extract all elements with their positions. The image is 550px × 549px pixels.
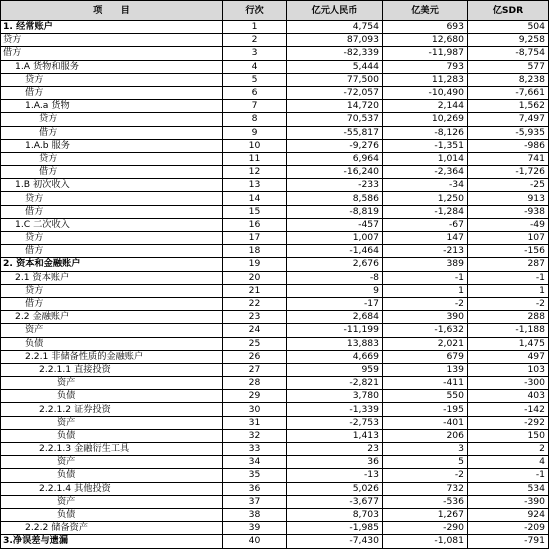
cell-usd: -411: [383, 377, 468, 390]
row-label: 2.2.1.4 其他投资: [1, 482, 223, 495]
cell-sdr: 913: [468, 192, 549, 205]
cell-cny: 3,780: [287, 390, 383, 403]
cell-usd: 3: [383, 443, 468, 456]
cell-sdr: 287: [468, 258, 549, 271]
cell-sdr: -5,935: [468, 126, 549, 139]
cell-sdr: -1,726: [468, 166, 549, 179]
cell-usd: -2: [383, 469, 468, 482]
cell-sdr: -292: [468, 416, 549, 429]
table-body: [1, 21, 549, 549]
row-label: 贷方: [1, 192, 223, 205]
cell-sdr: 1,475: [468, 337, 549, 350]
cell-cny: 87,093: [287, 34, 383, 47]
header-cny: 亿元人民币: [287, 1, 383, 21]
cell-cny: -8: [287, 271, 383, 284]
cell-cny: 6,964: [287, 152, 383, 165]
cell-sdr: -7,661: [468, 86, 549, 99]
row-label: 资产: [1, 377, 223, 390]
row-label: 3.净误差与遗漏: [1, 535, 223, 548]
row-label: 1.A.a 货物: [1, 100, 223, 113]
cell-sdr: -300: [468, 377, 549, 390]
cell-cny: -9,276: [287, 139, 383, 152]
row-line-no: 29: [223, 390, 287, 403]
cell-cny: -1,339: [287, 403, 383, 416]
cell-cny: -2,821: [287, 377, 383, 390]
cell-sdr: 497: [468, 350, 549, 363]
row-label: 贷方: [1, 232, 223, 245]
cell-cny: 23: [287, 443, 383, 456]
row-label: 借方: [1, 126, 223, 139]
cell-cny: -82,339: [287, 47, 383, 60]
cell-cny: 1,007: [287, 232, 383, 245]
cell-usd: -2: [383, 297, 468, 310]
cell-cny: 5,444: [287, 60, 383, 73]
row-line-no: 20: [223, 271, 287, 284]
cell-usd: -67: [383, 218, 468, 231]
cell-usd: -213: [383, 245, 468, 258]
cell-cny: 5,026: [287, 482, 383, 495]
table-row: [1, 245, 549, 258]
cell-usd: 10,269: [383, 113, 468, 126]
cell-sdr: -8,754: [468, 47, 549, 60]
row-label: 借方: [1, 86, 223, 99]
row-label: 借方: [1, 245, 223, 258]
cell-cny: -1,985: [287, 522, 383, 535]
table-row: [1, 232, 549, 245]
row-line-no: 13: [223, 179, 287, 192]
row-line-no: 17: [223, 232, 287, 245]
row-label: 借方: [1, 297, 223, 310]
table-row: [1, 443, 549, 456]
cell-usd: 1,267: [383, 508, 468, 521]
row-line-no: 40: [223, 535, 287, 548]
row-line-no: 26: [223, 350, 287, 363]
row-label: 贷方: [1, 284, 223, 297]
row-label: 2.2.1.2 证券投资: [1, 403, 223, 416]
row-label: 1.C 二次收入: [1, 218, 223, 231]
row-line-no: 6: [223, 86, 287, 99]
row-line-no: 24: [223, 324, 287, 337]
cell-usd: 389: [383, 258, 468, 271]
row-line-no: 35: [223, 469, 287, 482]
table-row: [1, 390, 549, 403]
row-label: 贷方: [1, 34, 223, 47]
table-row: [1, 429, 549, 442]
cell-usd: -1,081: [383, 535, 468, 548]
table-row: [1, 192, 549, 205]
cell-sdr: -49: [468, 218, 549, 231]
row-label: 借方: [1, 166, 223, 179]
cell-sdr: -2: [468, 297, 549, 310]
row-label: 2.2 金融账户: [1, 311, 223, 324]
row-line-no: 8: [223, 113, 287, 126]
cell-cny: 8,586: [287, 192, 383, 205]
row-line-no: 11: [223, 152, 287, 165]
cell-cny: -13: [287, 469, 383, 482]
row-line-no: 3: [223, 47, 287, 60]
cell-usd: 2,144: [383, 100, 468, 113]
row-label: 2.2.1.3 金融衍生工具: [1, 443, 223, 456]
table-row: [1, 139, 549, 152]
row-line-no: 33: [223, 443, 287, 456]
row-label: 2.2.1.1 直接投资: [1, 363, 223, 376]
table-row: [1, 166, 549, 179]
cell-cny: 9: [287, 284, 383, 297]
table-row: [1, 522, 549, 535]
table-row: [1, 456, 549, 469]
cell-usd: -1,632: [383, 324, 468, 337]
cell-cny: 77,500: [287, 73, 383, 86]
row-label: 2.2.1 非储备性质的金融账户: [1, 350, 223, 363]
row-label: 资产: [1, 495, 223, 508]
header-item: 项 目: [1, 1, 223, 21]
table-row: [1, 113, 549, 126]
cell-usd: -290: [383, 522, 468, 535]
cell-sdr: -1,188: [468, 324, 549, 337]
row-line-no: 34: [223, 456, 287, 469]
cell-cny: 8,703: [287, 508, 383, 521]
table-row: [1, 350, 549, 363]
row-line-no: 25: [223, 337, 287, 350]
cell-cny: -1,464: [287, 245, 383, 258]
row-label: 资产: [1, 324, 223, 337]
table-row: [1, 86, 549, 99]
table-row: [1, 377, 549, 390]
cell-usd: -2,364: [383, 166, 468, 179]
table-row: [1, 297, 549, 310]
cell-usd: 693: [383, 21, 468, 34]
cell-sdr: 8,238: [468, 73, 549, 86]
cell-sdr: 2: [468, 443, 549, 456]
table-row: [1, 179, 549, 192]
cell-usd: -1,351: [383, 139, 468, 152]
header-usd: 亿美元: [383, 1, 468, 21]
cell-sdr: -142: [468, 403, 549, 416]
cell-usd: 390: [383, 311, 468, 324]
cell-usd: -34: [383, 179, 468, 192]
cell-usd: 11,283: [383, 73, 468, 86]
row-line-no: 37: [223, 495, 287, 508]
cell-usd: -195: [383, 403, 468, 416]
row-label: 资产: [1, 416, 223, 429]
cell-cny: -55,817: [287, 126, 383, 139]
row-line-no: 19: [223, 258, 287, 271]
cell-sdr: -1: [468, 271, 549, 284]
cell-sdr: -1: [468, 469, 549, 482]
table-row: [1, 205, 549, 218]
table-row: [1, 482, 549, 495]
cell-sdr: 924: [468, 508, 549, 521]
cell-sdr: 107: [468, 232, 549, 245]
cell-sdr: 504: [468, 21, 549, 34]
header-sdr: 亿SDR: [468, 1, 549, 21]
cell-cny: -2,753: [287, 416, 383, 429]
cell-sdr: -209: [468, 522, 549, 535]
cell-cny: 959: [287, 363, 383, 376]
cell-cny: -17: [287, 297, 383, 310]
row-line-no: 10: [223, 139, 287, 152]
cell-usd: 139: [383, 363, 468, 376]
cell-sdr: 103: [468, 363, 549, 376]
cell-usd: 206: [383, 429, 468, 442]
table-row: [1, 495, 549, 508]
table-row: [1, 126, 549, 139]
cell-usd: 1,014: [383, 152, 468, 165]
row-line-no: 28: [223, 377, 287, 390]
row-label: 1.A.b 服务: [1, 139, 223, 152]
row-label: 2. 资本和金融账户: [1, 258, 223, 271]
row-line-no: 39: [223, 522, 287, 535]
table-row: [1, 271, 549, 284]
cell-sdr: 577: [468, 60, 549, 73]
table-row: [1, 47, 549, 60]
cell-usd: 1,250: [383, 192, 468, 205]
table-header: [1, 1, 549, 21]
cell-usd: -8,126: [383, 126, 468, 139]
table-row: [1, 324, 549, 337]
row-line-no: 21: [223, 284, 287, 297]
cell-usd: 793: [383, 60, 468, 73]
table-row: [1, 311, 549, 324]
cell-usd: 5: [383, 456, 468, 469]
row-line-no: 22: [223, 297, 287, 310]
cell-usd: 12,680: [383, 34, 468, 47]
cell-sdr: 403: [468, 390, 549, 403]
row-label: 负债: [1, 390, 223, 403]
table-row: [1, 73, 549, 86]
cell-usd: 2,021: [383, 337, 468, 350]
cell-cny: 4,669: [287, 350, 383, 363]
row-label: 负债: [1, 508, 223, 521]
cell-usd: 550: [383, 390, 468, 403]
row-label: 负债: [1, 337, 223, 350]
cell-usd: 679: [383, 350, 468, 363]
table-row: [1, 469, 549, 482]
table-row: [1, 508, 549, 521]
table-row: [1, 363, 549, 376]
row-line-no: 27: [223, 363, 287, 376]
cell-usd: -536: [383, 495, 468, 508]
cell-sdr: 9,258: [468, 34, 549, 47]
row-line-no: 30: [223, 403, 287, 416]
row-label: 贷方: [1, 73, 223, 86]
cell-sdr: 7,497: [468, 113, 549, 126]
cell-cny: 2,676: [287, 258, 383, 271]
table-row: [1, 21, 549, 34]
cell-sdr: -791: [468, 535, 549, 548]
row-label: 负债: [1, 429, 223, 442]
row-line-no: 31: [223, 416, 287, 429]
cell-sdr: 534: [468, 482, 549, 495]
table-row: [1, 535, 549, 548]
row-label: 负债: [1, 469, 223, 482]
row-line-no: 14: [223, 192, 287, 205]
cell-sdr: 1,562: [468, 100, 549, 113]
cell-sdr: -25: [468, 179, 549, 192]
cell-sdr: -156: [468, 245, 549, 258]
cell-cny: 14,720: [287, 100, 383, 113]
cell-cny: 70,537: [287, 113, 383, 126]
table-row: [1, 60, 549, 73]
cell-cny: 2,684: [287, 311, 383, 324]
cell-cny: -72,057: [287, 86, 383, 99]
table-row: [1, 416, 549, 429]
row-line-no: 7: [223, 100, 287, 113]
cell-sdr: 4: [468, 456, 549, 469]
table-row: [1, 152, 549, 165]
row-line-no: 32: [223, 429, 287, 442]
row-line-no: 12: [223, 166, 287, 179]
row-label: 贷方: [1, 152, 223, 165]
row-label: 资产: [1, 456, 223, 469]
row-line-no: 15: [223, 205, 287, 218]
table-row: [1, 403, 549, 416]
row-label: 2.1 资本账户: [1, 271, 223, 284]
cell-usd: 1: [383, 284, 468, 297]
cell-usd: -1: [383, 271, 468, 284]
cell-cny: 4,754: [287, 21, 383, 34]
header-line-no: 行次: [223, 1, 287, 21]
cell-usd: -10,490: [383, 86, 468, 99]
cell-cny: -3,677: [287, 495, 383, 508]
row-line-no: 1: [223, 21, 287, 34]
cell-sdr: 288: [468, 311, 549, 324]
table-row: [1, 100, 549, 113]
cell-cny: -233: [287, 179, 383, 192]
header-row: [1, 1, 549, 21]
row-label: 2.2.2 储备资产: [1, 522, 223, 535]
cell-cny: -8,819: [287, 205, 383, 218]
row-line-no: 36: [223, 482, 287, 495]
cell-sdr: -986: [468, 139, 549, 152]
row-line-no: 16: [223, 218, 287, 231]
cell-sdr: 741: [468, 152, 549, 165]
row-line-no: 38: [223, 508, 287, 521]
row-line-no: 9: [223, 126, 287, 139]
table-row: [1, 337, 549, 350]
row-line-no: 23: [223, 311, 287, 324]
cell-sdr: -390: [468, 495, 549, 508]
cell-cny: 1,413: [287, 429, 383, 442]
row-line-no: 2: [223, 34, 287, 47]
cell-usd: -11,987: [383, 47, 468, 60]
cell-sdr: -938: [468, 205, 549, 218]
row-label: 借方: [1, 47, 223, 60]
row-label: 1. 经常账户: [1, 21, 223, 34]
row-label: 1.A 货物和服务: [1, 60, 223, 73]
row-line-no: 4: [223, 60, 287, 73]
table-row: [1, 218, 549, 231]
cell-cny: -7,430: [287, 535, 383, 548]
row-line-no: 5: [223, 73, 287, 86]
row-label: 1.B 初次收入: [1, 179, 223, 192]
cell-cny: -457: [287, 218, 383, 231]
cell-sdr: 150: [468, 429, 549, 442]
row-line-no: 18: [223, 245, 287, 258]
table-row: [1, 258, 549, 271]
row-label: 贷方: [1, 113, 223, 126]
cell-usd: 147: [383, 232, 468, 245]
table-row: [1, 284, 549, 297]
cell-cny: 13,883: [287, 337, 383, 350]
cell-usd: -1,284: [383, 205, 468, 218]
cell-usd: -401: [383, 416, 468, 429]
cell-usd: 732: [383, 482, 468, 495]
cell-sdr: 1: [468, 284, 549, 297]
cell-cny: -16,240: [287, 166, 383, 179]
table-row: [1, 34, 549, 47]
cell-cny: 36: [287, 456, 383, 469]
cell-cny: -11,199: [287, 324, 383, 337]
row-label: 借方: [1, 205, 223, 218]
